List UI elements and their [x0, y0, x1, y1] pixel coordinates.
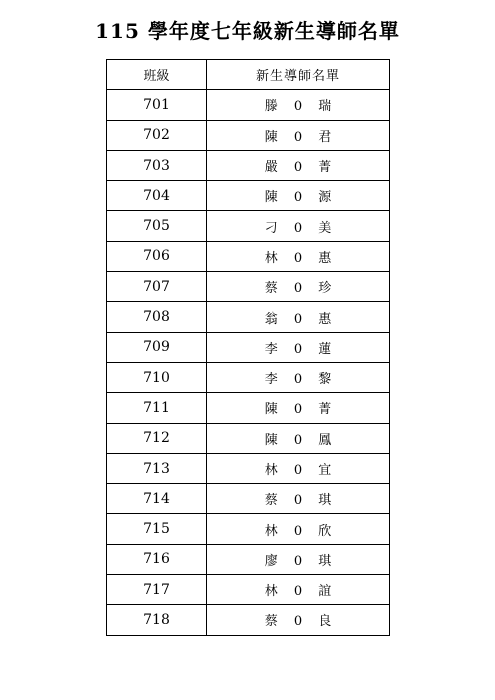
table-row: [107, 605, 390, 635]
class-cell: 704: [107, 181, 207, 211]
teacher-cell: 李 0 黎: [207, 362, 390, 392]
class-cell: 716: [107, 544, 207, 574]
table-row: [107, 120, 390, 150]
table-row: [107, 181, 390, 211]
table-row: [107, 514, 390, 544]
table-row: [107, 423, 390, 453]
teacher-cell: 滕 0 瑞: [207, 90, 390, 120]
table-row: [107, 393, 390, 423]
teacher-cell: 蔡 0 珍: [207, 272, 390, 302]
table-header-row: [107, 60, 390, 90]
teacher-cell: 林 0 惠: [207, 241, 390, 271]
class-cell: 710: [107, 362, 207, 392]
class-cell: 712: [107, 423, 207, 453]
class-cell: 705: [107, 211, 207, 241]
column-header-class: 班級: [107, 60, 207, 90]
teacher-cell: 林 0 誼: [207, 575, 390, 605]
class-cell: 714: [107, 484, 207, 514]
table-row: [107, 575, 390, 605]
class-cell: 702: [107, 120, 207, 150]
table-row: [107, 484, 390, 514]
document-title: 115 學年度七年級新生導師名單: [95, 19, 400, 43]
table-row: [107, 211, 390, 241]
teacher-cell: 陳 0 菁: [207, 393, 390, 423]
class-cell: 713: [107, 453, 207, 483]
class-cell: 706: [107, 241, 207, 271]
class-cell: 703: [107, 150, 207, 180]
class-cell: 711: [107, 393, 207, 423]
table-row: [107, 241, 390, 271]
teacher-cell: 翁 0 惠: [207, 302, 390, 332]
teacher-cell: 蔡 0 琪: [207, 484, 390, 514]
teacher-cell: 陳 0 君: [207, 120, 390, 150]
class-cell: 717: [107, 575, 207, 605]
teacher-roster-table: [106, 59, 390, 636]
teacher-cell: 林 0 宜: [207, 453, 390, 483]
teacher-cell: 陳 0 鳳: [207, 423, 390, 453]
class-cell: 707: [107, 272, 207, 302]
teacher-cell: 陳 0 源: [207, 181, 390, 211]
class-cell: 709: [107, 332, 207, 362]
table-row: [107, 150, 390, 180]
teacher-cell: 李 0 蓮: [207, 332, 390, 362]
teacher-cell: 嚴 0 菁: [207, 150, 390, 180]
table-row: [107, 453, 390, 483]
teacher-cell: 廖 0 琪: [207, 544, 390, 574]
table-row: [107, 362, 390, 392]
class-cell: 701: [107, 90, 207, 120]
table-row: [107, 332, 390, 362]
teacher-cell: 刁 0 美: [207, 211, 390, 241]
table-row: [107, 302, 390, 332]
teacher-cell: 林 0 欣: [207, 514, 390, 544]
teacher-cell: 蔡 0 良: [207, 605, 390, 635]
column-header-teacher: 新生導師名單: [207, 60, 390, 90]
class-cell: 718: [107, 605, 207, 635]
table-row: [107, 544, 390, 574]
class-cell: 708: [107, 302, 207, 332]
table-row: [107, 90, 390, 120]
class-cell: 715: [107, 514, 207, 544]
table-row: [107, 272, 390, 302]
